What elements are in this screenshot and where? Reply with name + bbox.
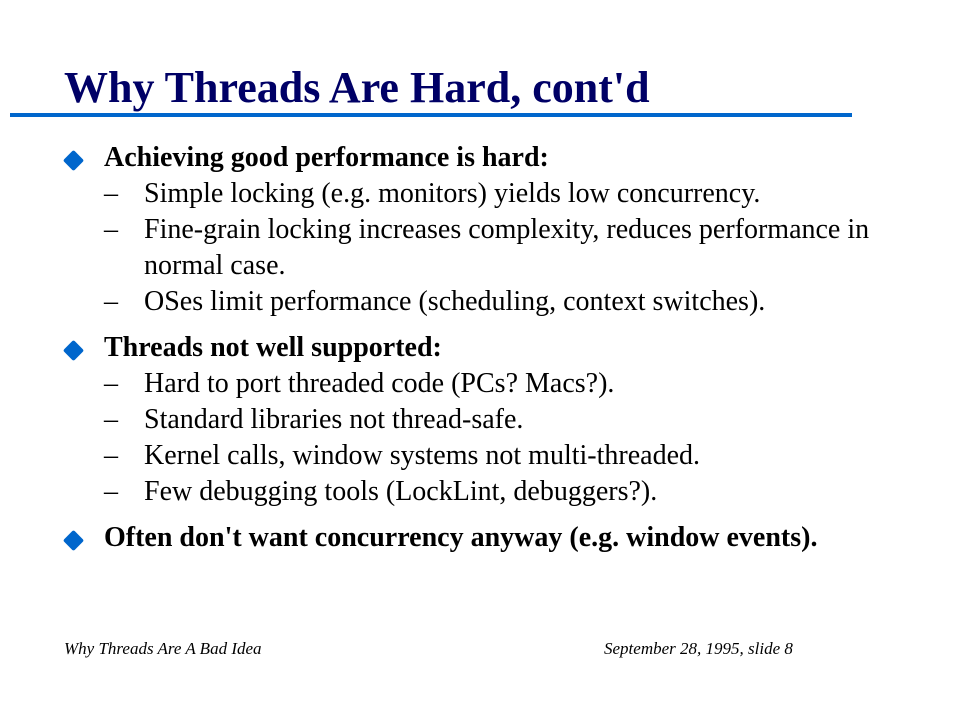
diamond-bullet-icon (63, 150, 84, 171)
sub-item-text: Hard to port threaded code (PCs? Macs?). (144, 368, 615, 399)
sub-item-text: Few debugging tools (LockLint, debuggers?). (144, 476, 658, 507)
dash-marker: – (104, 368, 118, 399)
bullet-support (66, 330, 936, 510)
sub-item (104, 284, 936, 320)
slide-title: Why Threads Are Hard, cont'd (64, 63, 650, 112)
dash-marker: – (104, 404, 118, 435)
sub-list (104, 176, 936, 320)
sub-item-text: OSes limit performance (scheduling, context switches). (144, 286, 766, 317)
sub-item-text: Kernel calls, window systems not multi-threaded. (144, 440, 700, 471)
title-underline (10, 113, 852, 117)
sub-item-text: Simple locking (e.g. monitors) yields low concurrency. (144, 178, 761, 209)
footer-date-slide: September 28, 1995, slide 8 (604, 639, 793, 658)
dash-marker: – (104, 476, 118, 507)
dash-marker: – (104, 440, 118, 471)
dash-marker: – (104, 214, 118, 245)
sub-item-text: Fine-grain locking increases complexity, reduces performance in normal case. (144, 214, 870, 281)
sub-item (104, 176, 936, 212)
sub-item (104, 474, 936, 510)
footer-deck-title: Why Threads Are A Bad Idea (64, 639, 262, 658)
slide-content (66, 140, 936, 566)
sub-item-text: Standard libraries not thread-safe. (144, 404, 524, 435)
bullet-performance (66, 140, 936, 320)
diamond-bullet-icon (63, 530, 84, 551)
dash-marker: – (104, 178, 118, 209)
sub-list (104, 366, 936, 510)
diamond-bullet-icon (63, 340, 84, 361)
bullet-concurrency (66, 520, 936, 556)
bullet-text: Threads not well supported: (104, 332, 442, 363)
sub-item (104, 438, 936, 474)
sub-item (104, 366, 936, 402)
sub-item (104, 212, 936, 284)
dash-marker: – (104, 286, 118, 317)
bullet-text: Often don't want concurrency anyway (e.g. window events). (104, 522, 818, 553)
sub-item (104, 402, 936, 438)
bullet-text: Achieving good performance is hard: (104, 142, 549, 173)
